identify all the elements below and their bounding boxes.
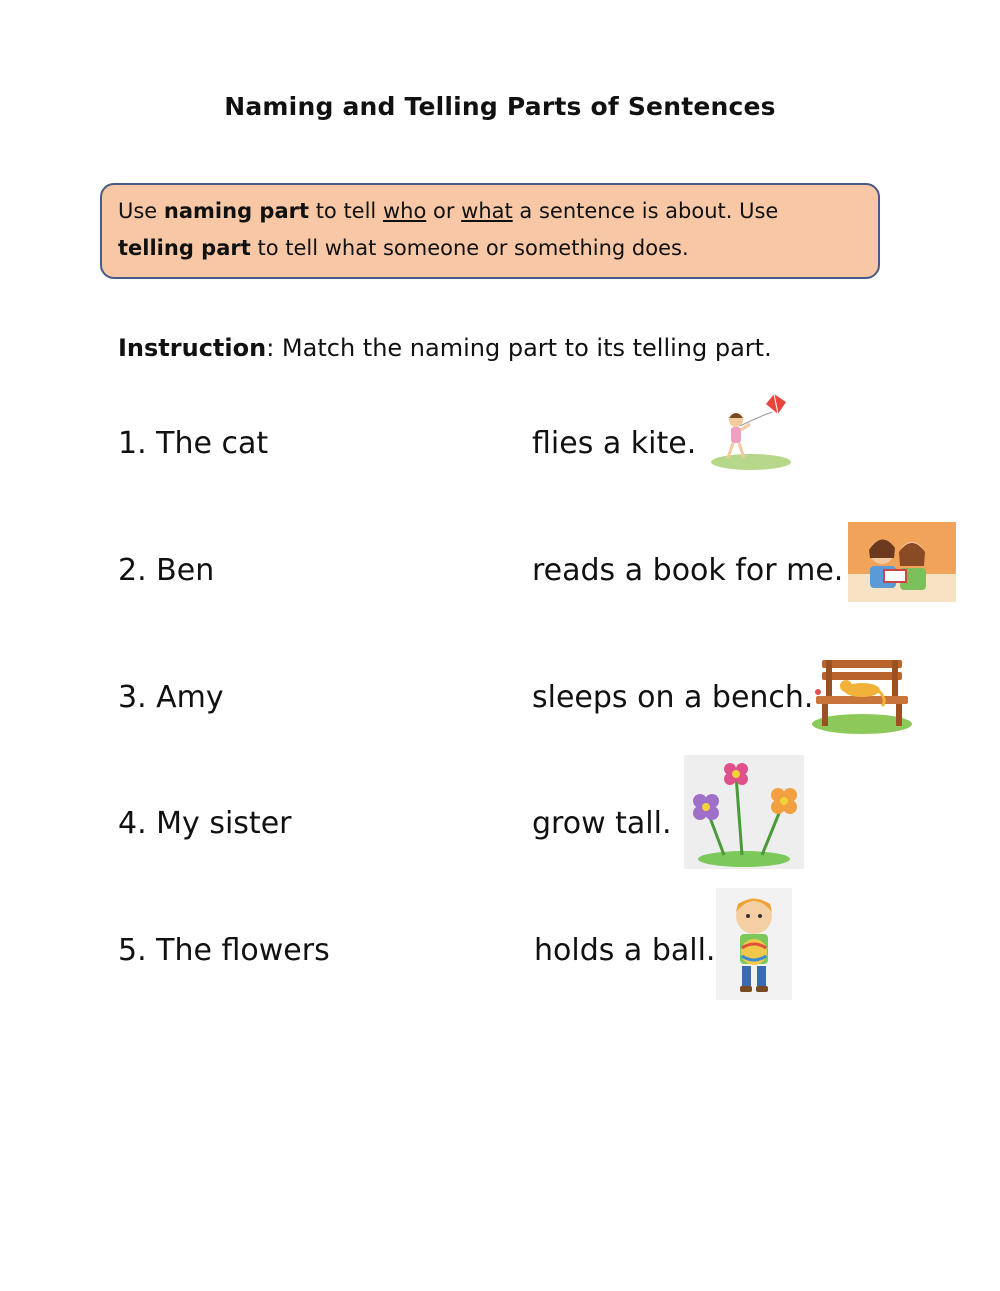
rule-box	[100, 183, 880, 279]
rule-what: what	[461, 199, 513, 223]
instruction	[118, 334, 772, 362]
flowers-icon	[684, 755, 804, 869]
rule-naming-part: naming part	[163, 199, 310, 223]
telling-part-5[interactable]: holds a ball.	[534, 933, 716, 968]
telling-part-4[interactable]: grow tall.	[532, 806, 672, 841]
instruction-label: Instruction	[118, 334, 267, 362]
worksheet-title: Naming and Telling Parts of Sentences	[224, 92, 776, 121]
telling-part-3[interactable]: sleeps on a bench.	[532, 680, 814, 715]
rule-text: Use	[118, 199, 164, 223]
cat-on-bench-icon	[812, 656, 912, 734]
naming-part-5[interactable]: 5. The flowers	[118, 933, 330, 968]
naming-part-4[interactable]: 4. My sister	[118, 806, 292, 841]
rule-text: to tell what someone or something does.	[250, 236, 689, 260]
naming-part-3[interactable]: 3. Amy	[118, 680, 224, 715]
instruction-text: : Match the naming part to its telling part.	[266, 334, 772, 362]
children-reading-book-icon	[848, 522, 956, 602]
rule-telling-part: telling part	[118, 236, 251, 260]
naming-part-1[interactable]: 1. The cat	[118, 426, 269, 461]
rule-text: to tell	[309, 199, 383, 223]
rule-who: who	[382, 199, 427, 223]
rule-text: a sentence is about. Use	[512, 199, 779, 223]
rule-text: or	[426, 199, 462, 223]
naming-part-2[interactable]: 2. Ben	[118, 553, 215, 588]
telling-part-1[interactable]: flies a kite.	[532, 426, 697, 461]
telling-part-2[interactable]: reads a book for me.	[532, 553, 844, 588]
girl-flying-kite-icon	[706, 390, 792, 472]
boy-holding-ball-icon	[716, 888, 792, 1000]
